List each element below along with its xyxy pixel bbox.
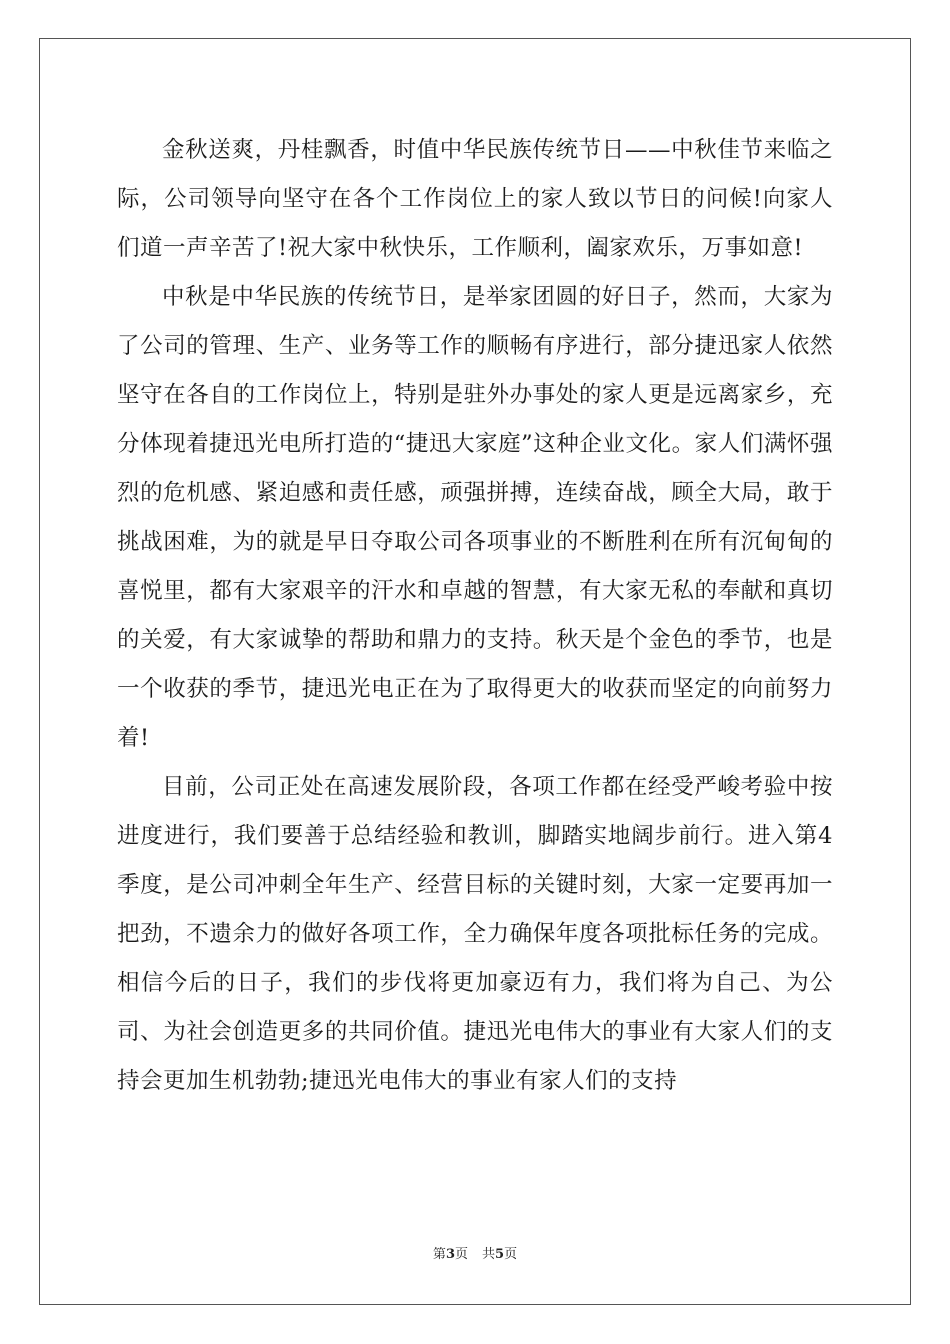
total-prefix: 共 — [482, 1247, 496, 1262]
paragraph-2: 中秋是中华民族的传统节日，是举家团圆的好日子，然而，大家为了公司的管理、生产、业务等工作的顺畅有序进行，部分捷迅家人依然坚守在各自的工作岗位上，特别是驻外办事处的家人更是远离家乡，充分体现着捷迅光电所打造的“捷迅大家庭”这种企业文化。家人们满怀强烈的危机感、紧迫感和责任感，顽强拼搏，连续奋战，顾全大局，敢于挑战困难，为的就是早日夺取公司各项事业的不断胜利在所有沉甸甸的喜悦里，都有大家艰辛的汗水和卓越的智慧，有大家无私的奉献和真切的关爱，有大家诚挚的帮助和鼎力的支持。秋天是个金色的季节，也是一个收获的季节，捷迅光电正在为了取得更大的收获而坚定的向前努力着! — [117, 284, 833, 751]
total-suffix: 页 — [504, 1247, 518, 1262]
page-suffix: 页 — [454, 1247, 468, 1262]
current-page-number: 3 — [445, 1247, 455, 1262]
document-body — [117, 126, 833, 1106]
paragraph-3: 目前，公司正处在高速发展阶段，各项工作都在经受严峻考验中按进度进行，我们要善于总结经验和教训，脚踏实地阔步前行。进入第4季度，是公司冲刺全年生产、经营目标的关键时刻，大家一定要再加一把劲，不遗余力的做好各项工作，全力确保年度各项批标任务的完成。相信今后的日子，我们的步伐将更加豪迈有力，我们将为自己、为公司、为社会创造更多的共同价值。捷迅光电伟大的事业有大家人们的支持会更加生机勃勃;捷迅光电伟大的事业有家人们的支持 — [117, 774, 833, 1094]
page-footer — [0, 1243, 950, 1262]
paragraph-1: 金秋送爽，丹桂飘香，时值中华民族传统节日——中秋佳节来临之际，公司领导向坚守在各个工作岗位上的家人致以节日的问候!向家人们道一声辛苦了!祝大家中秋快乐，工作顺利，阖家欢乐，万事如意! — [117, 137, 833, 261]
total-page-number: 5 — [495, 1247, 505, 1262]
page-prefix: 第 — [432, 1247, 446, 1262]
